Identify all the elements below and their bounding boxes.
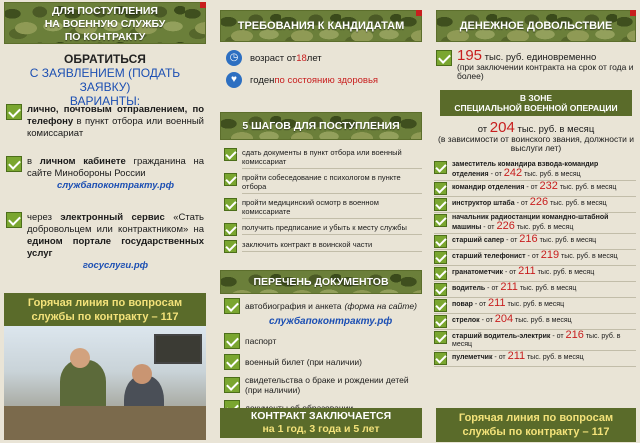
check-icon: [434, 251, 447, 264]
zone-line1: В ЗОНЕ: [519, 93, 553, 103]
rank-pay-row: [434, 298, 636, 314]
column-requirements: [216, 0, 426, 443]
apply-header: [4, 2, 206, 44]
check-icon: [224, 333, 240, 349]
lump-text: тыс. руб. единовременно: [482, 52, 597, 63]
health-label: годен: [250, 74, 275, 86]
age-label: возраст от: [250, 52, 297, 64]
rank-suffix: тыс. руб. в месяц: [505, 301, 565, 308]
rank-title: стрелок: [452, 317, 480, 324]
check-icon: [434, 214, 447, 227]
doc-item: [224, 375, 422, 395]
check-icon: [224, 173, 237, 186]
monthly-note: (в зависимости от воинского звания, должности и выслуги лет): [438, 134, 634, 153]
contract-site-link[interactable]: службапоконтракту.рф: [56, 180, 175, 191]
rank-suffix: тыс. руб. в месяц: [548, 200, 607, 207]
step-text: получить предписание и убыть к месту службы: [242, 223, 422, 235]
check-icon: [434, 352, 447, 365]
check-icon: [6, 104, 22, 120]
requirements-list: [226, 50, 422, 94]
doc-text: паспорт: [245, 336, 277, 346]
step-item: [224, 198, 422, 219]
rank-value: 211: [500, 281, 518, 293]
rank-prefix: - от: [488, 171, 504, 178]
check-icon: [6, 156, 22, 172]
rank-value: 211: [488, 297, 506, 309]
rank-title: пулеметчик: [452, 354, 493, 361]
age-requirement: [226, 50, 422, 66]
rank-value: 204: [494, 313, 514, 325]
rank-pay-list: [434, 160, 636, 367]
option1-text: в пункт отбора или военный комиссариат: [27, 116, 204, 139]
rank-value: 242: [503, 167, 523, 179]
option-personal-account: [6, 156, 204, 192]
rank-prefix: - от: [481, 224, 497, 231]
step-item: [224, 240, 422, 253]
check-icon: [436, 50, 452, 66]
check-icon: [224, 354, 240, 370]
rank-suffix: тыс. руб. в месяц: [537, 237, 597, 244]
rank-value: 216: [565, 329, 584, 341]
rank-suffix: тыс. руб. в месяц: [522, 171, 581, 178]
option1-bold: лично, почтовым отправлением,: [27, 104, 188, 115]
rank-prefix: - от: [503, 269, 519, 276]
rank-pay-row: [434, 351, 636, 367]
rank-title: инструктор штаба: [452, 200, 515, 207]
apply-title: ОБРАТИТЬСЯ: [64, 52, 146, 66]
rank-title: старший сапер: [452, 237, 505, 244]
check-icon: [224, 240, 237, 253]
check-icon: [434, 161, 447, 174]
rank-value: 219: [540, 249, 560, 261]
apply-intro: [4, 52, 206, 108]
monthly-pay: [436, 119, 636, 153]
age-value: 18: [296, 52, 307, 64]
apply-header-line3: ПО КОНТРАКТУ: [64, 31, 146, 43]
option-in-person: [6, 104, 204, 140]
check-icon: [434, 315, 447, 328]
check-icon: [224, 298, 240, 314]
monthly-text: тыс. руб. в месяц: [514, 124, 595, 135]
rank-value: 211: [507, 350, 526, 362]
pay-header: ДЕНЕЖНОЕ ДОВОЛЬСТВИЕ: [436, 10, 636, 42]
rank-prefix: - от: [492, 354, 508, 361]
rank-pay-row: [434, 234, 636, 250]
rank-prefix: - от: [504, 237, 520, 244]
rank-prefix: - от: [472, 301, 489, 308]
rank-suffix: тыс. руб. в месяц: [452, 333, 621, 348]
recruitment-office-photo: [4, 326, 206, 440]
rank-value: 216: [519, 233, 538, 245]
check-icon: [434, 283, 447, 296]
monthly-prefix: от: [477, 124, 490, 135]
contract-site-link-2[interactable]: службапоконтракту.рф: [269, 316, 393, 327]
rank-pay-row: [434, 213, 636, 234]
rank-pay-row: [434, 266, 636, 282]
rank-suffix: тыс. руб. в месяц: [557, 184, 617, 191]
option2-text: гражданина на сайте Минобороны России: [27, 156, 205, 179]
rank-suffix: тыс. руб. в месяц: [514, 224, 574, 231]
apply-subtitle: С ЗАЯВЛЕНИЕМ (ПОДАТЬ ЗАЯВКУ): [29, 66, 181, 94]
steps-header: 5 ШАГОВ ДЛЯ ПОСТУПЛЕНИЯ: [220, 112, 422, 140]
rank-prefix: - от: [525, 253, 541, 260]
rank-pay-row: [434, 250, 636, 266]
option-gosuslugi: [6, 212, 204, 272]
option3-bold: электронный сервис: [60, 212, 165, 223]
rank-pay-row: [434, 197, 636, 213]
contract-title: КОНТРАКТ ЗАКЛЮЧАЕТСЯ: [250, 410, 392, 422]
apply-header-line1: ДЛЯ ПОСТУПЛЕНИЯ: [52, 5, 158, 17]
doc-item: [224, 354, 422, 370]
steps-list: [224, 148, 422, 257]
heart-pulse-icon: ♥: [226, 72, 242, 88]
column-apply: [0, 0, 210, 443]
step-text: пройти собеседование с психологом в пункте отбора: [242, 173, 422, 194]
rank-pay-row: [434, 330, 636, 351]
check-icon: [434, 198, 447, 211]
desk: [4, 406, 206, 440]
step-item: [224, 173, 422, 194]
hotline-banner-2: Горячая линия по вопросам службы по контракту – 117: [436, 408, 636, 442]
check-icon: [434, 182, 447, 195]
apply-variants: ВАРИАНТЫ:: [69, 94, 141, 108]
health-value: по состоянию здоровья: [274, 74, 379, 86]
documents-list: [224, 298, 422, 421]
option2-bold: личном кабинете: [39, 156, 126, 167]
rank-value: 226: [496, 220, 515, 232]
check-icon: [224, 223, 237, 236]
rank-prefix: - от: [550, 333, 566, 340]
rank-suffix: тыс. руб. в месяц: [559, 253, 618, 260]
doc-item: [224, 333, 422, 349]
step-text: пройти медицинский осмотр в военном комиссариате: [242, 198, 422, 219]
doc-item: [224, 298, 422, 314]
apply-header-line2: НА ВОЕННУЮ СЛУЖБУ: [44, 18, 166, 30]
tv-screen: [154, 334, 202, 364]
soldier-head: [70, 348, 90, 368]
rank-title: заместитель командира взвода-командир отделения: [452, 161, 599, 178]
rank-title: гранатометчик: [452, 269, 504, 276]
rank-value: 226: [529, 196, 549, 208]
doc-autobiography: автобиография и анкета: [245, 301, 342, 311]
requirements-header: ТРЕБОВАНИЯ К КАНДИДАТАМ: [220, 10, 422, 42]
clock-icon: ◷: [226, 50, 242, 66]
check-icon: [224, 198, 237, 211]
gosuslugi-link[interactable]: госуслуги.рф: [82, 260, 149, 271]
contract-terms: на 1 год, 3 года и 5 лет: [262, 423, 380, 435]
rank-title: повар: [452, 301, 473, 308]
doc-note: (форма на сайте): [344, 301, 417, 311]
rank-title: старший водитель-электрик: [452, 333, 551, 340]
step-item: [224, 148, 422, 169]
rank-suffix: тыс. руб. в месяц: [535, 269, 595, 276]
check-icon: [434, 235, 447, 248]
rank-pay-row: [434, 314, 636, 330]
option2-prefix: в: [27, 156, 40, 167]
doc-text: военный билет (при наличии): [245, 357, 362, 367]
rank-suffix: тыс. руб. в месяц: [517, 285, 577, 292]
rank-prefix: - от: [485, 285, 501, 292]
rank-title: водитель: [452, 285, 486, 292]
age-unit: лет: [306, 52, 322, 64]
documents-header: ПЕРЕЧЕНЬ ДОКУМЕНТОВ: [220, 270, 422, 294]
step-item: [224, 223, 422, 236]
rank-value: 232: [539, 180, 558, 192]
step-text: заключить контракт в воинской части: [242, 240, 422, 252]
rank-prefix: - от: [479, 317, 495, 324]
option3-text: «Стать добровольцем или контрактником» на: [27, 212, 205, 235]
option3-prefix: через: [27, 212, 61, 223]
check-icon: [434, 267, 447, 280]
svo-zone-banner: [440, 90, 632, 116]
option3-portal: едином портале государственных услуг: [27, 236, 204, 259]
rank-title: командир отделения: [452, 184, 525, 191]
health-requirement: [226, 72, 422, 88]
column-pay: [432, 0, 640, 443]
rank-suffix: тыс. руб. в месяц: [513, 317, 572, 324]
check-icon: [434, 331, 447, 344]
rank-prefix: - от: [524, 184, 540, 191]
monthly-value: 204: [489, 119, 515, 136]
zone-line2: СПЕЦИАЛЬНОЙ ВОЕННОЙ ОПЕРАЦИИ: [454, 103, 618, 113]
lump-sum: [436, 47, 636, 81]
check-icon: [6, 212, 22, 228]
rank-prefix: - от: [514, 200, 530, 207]
lump-note: (при заключении контракта на срок от года и более): [457, 62, 634, 81]
rank-pay-row: [434, 282, 636, 298]
check-icon: [224, 148, 237, 161]
option1-phone: по телефону: [27, 104, 205, 127]
rank-title: старший телефонист: [452, 253, 526, 260]
lump-value: 195: [457, 47, 483, 64]
hotline-banner: Горячая линия по вопросам службы по контракту – 117: [4, 293, 206, 327]
rank-suffix: тыс. руб. в месяц: [525, 354, 584, 361]
check-icon: [224, 377, 240, 393]
rank-title: начальник радиостанции командно-штабной машины: [452, 214, 609, 231]
contract-banner: [220, 408, 422, 438]
check-icon: [434, 299, 447, 312]
rank-pay-row: [434, 181, 636, 197]
visitor-head: [132, 364, 152, 384]
rank-pay-row: [434, 160, 636, 181]
doc-text: свидетельства о браке и рождении детей (при наличии): [245, 375, 409, 395]
rank-value: 211: [518, 265, 536, 277]
step-text: сдать документы в пункт отбора или военный комиссариат: [242, 148, 422, 169]
